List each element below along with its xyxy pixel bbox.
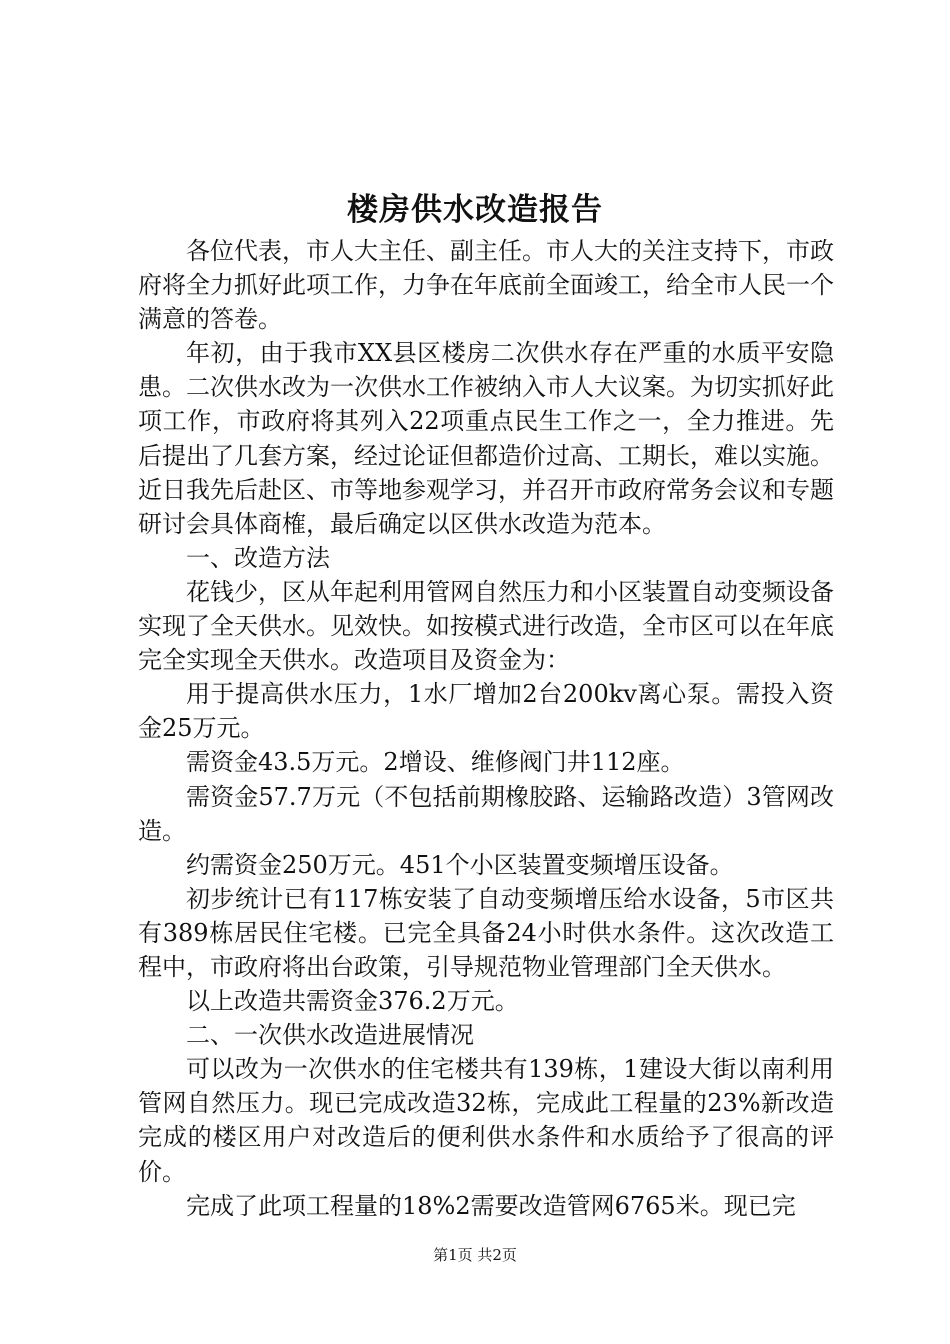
paragraph: 需资金43.5万元。2增设、维修阀门井112座。 (186, 748, 685, 777)
paragraph: 初步统计已有117栋安装了自动变频增压给水设备，5市区共有389栋居民住宅楼。已完全具备24小时供水条件。这次改造工程中，市政府将出台政策，引导规范物业管理部门全天供水。 (138, 884, 834, 981)
document-title: 楼房供水改造报告 (347, 192, 603, 228)
paragraph: 需资金57.7万元（不包括前期橡胶路、运输路改造）3管网改造。 (138, 782, 834, 845)
paragraph: 以上改造共需资金376.2万元。 (186, 987, 519, 1016)
paragraph: 各位代表，市人大主任、副主任。市人大的关注支持下，市政府将全力抓好此项工作，力争在年底前全面竣工，给全市人民一个满意的答卷。 (138, 237, 834, 334)
paragraph: 花钱少，区从年起利用管网自然压力和小区装置自动变频设备实现了全天供水。见效快。如按模式进行改造，全市区可以在年底完全实现全天供水。改造项目及资金为： (138, 577, 834, 675)
document-body (138, 234, 834, 1223)
section-heading: 二、一次供水改造进展情况 (186, 1021, 474, 1050)
section-heading: 一、改造方法 (186, 543, 330, 572)
paragraph: 完成了此项工程量的18%2需要改造管网6765米。现已完 (186, 1191, 796, 1220)
paragraph: 可以改为一次供水的住宅楼共有139栋，1建设大街以南利用管网自然压力。现已完成改造32栋，完成此工程量的23%新改造完成的楼区用户对改造后的便利供水条件和水质给予了很高的评价。 (138, 1055, 834, 1186)
paragraph: 年初，由于我市XX县区楼房二次供水存在严重的水质平安隐患。二次供水改为一次供水工作被纳入市人大议案。为切实抓好此项工作，市政府将其列入22项重点民生工作之一，全力推进。先后提出了几套方案，经过论证但都造价过高、工期长，难以实施。近日我先后赴区、市等地参观学习，并召开市政府常务会议和专题研讨会具体商榷，最后确定以区供水改造为范本。 (138, 339, 834, 538)
paragraph: 用于提高供水压力，1水厂增加2台200kv离心泵。需投入资金25万元。 (138, 680, 834, 743)
page-footer: 第1页 共2页 (433, 1246, 517, 1264)
paragraph: 约需资金250万元。451个小区装置变频增压设备。 (186, 850, 734, 879)
